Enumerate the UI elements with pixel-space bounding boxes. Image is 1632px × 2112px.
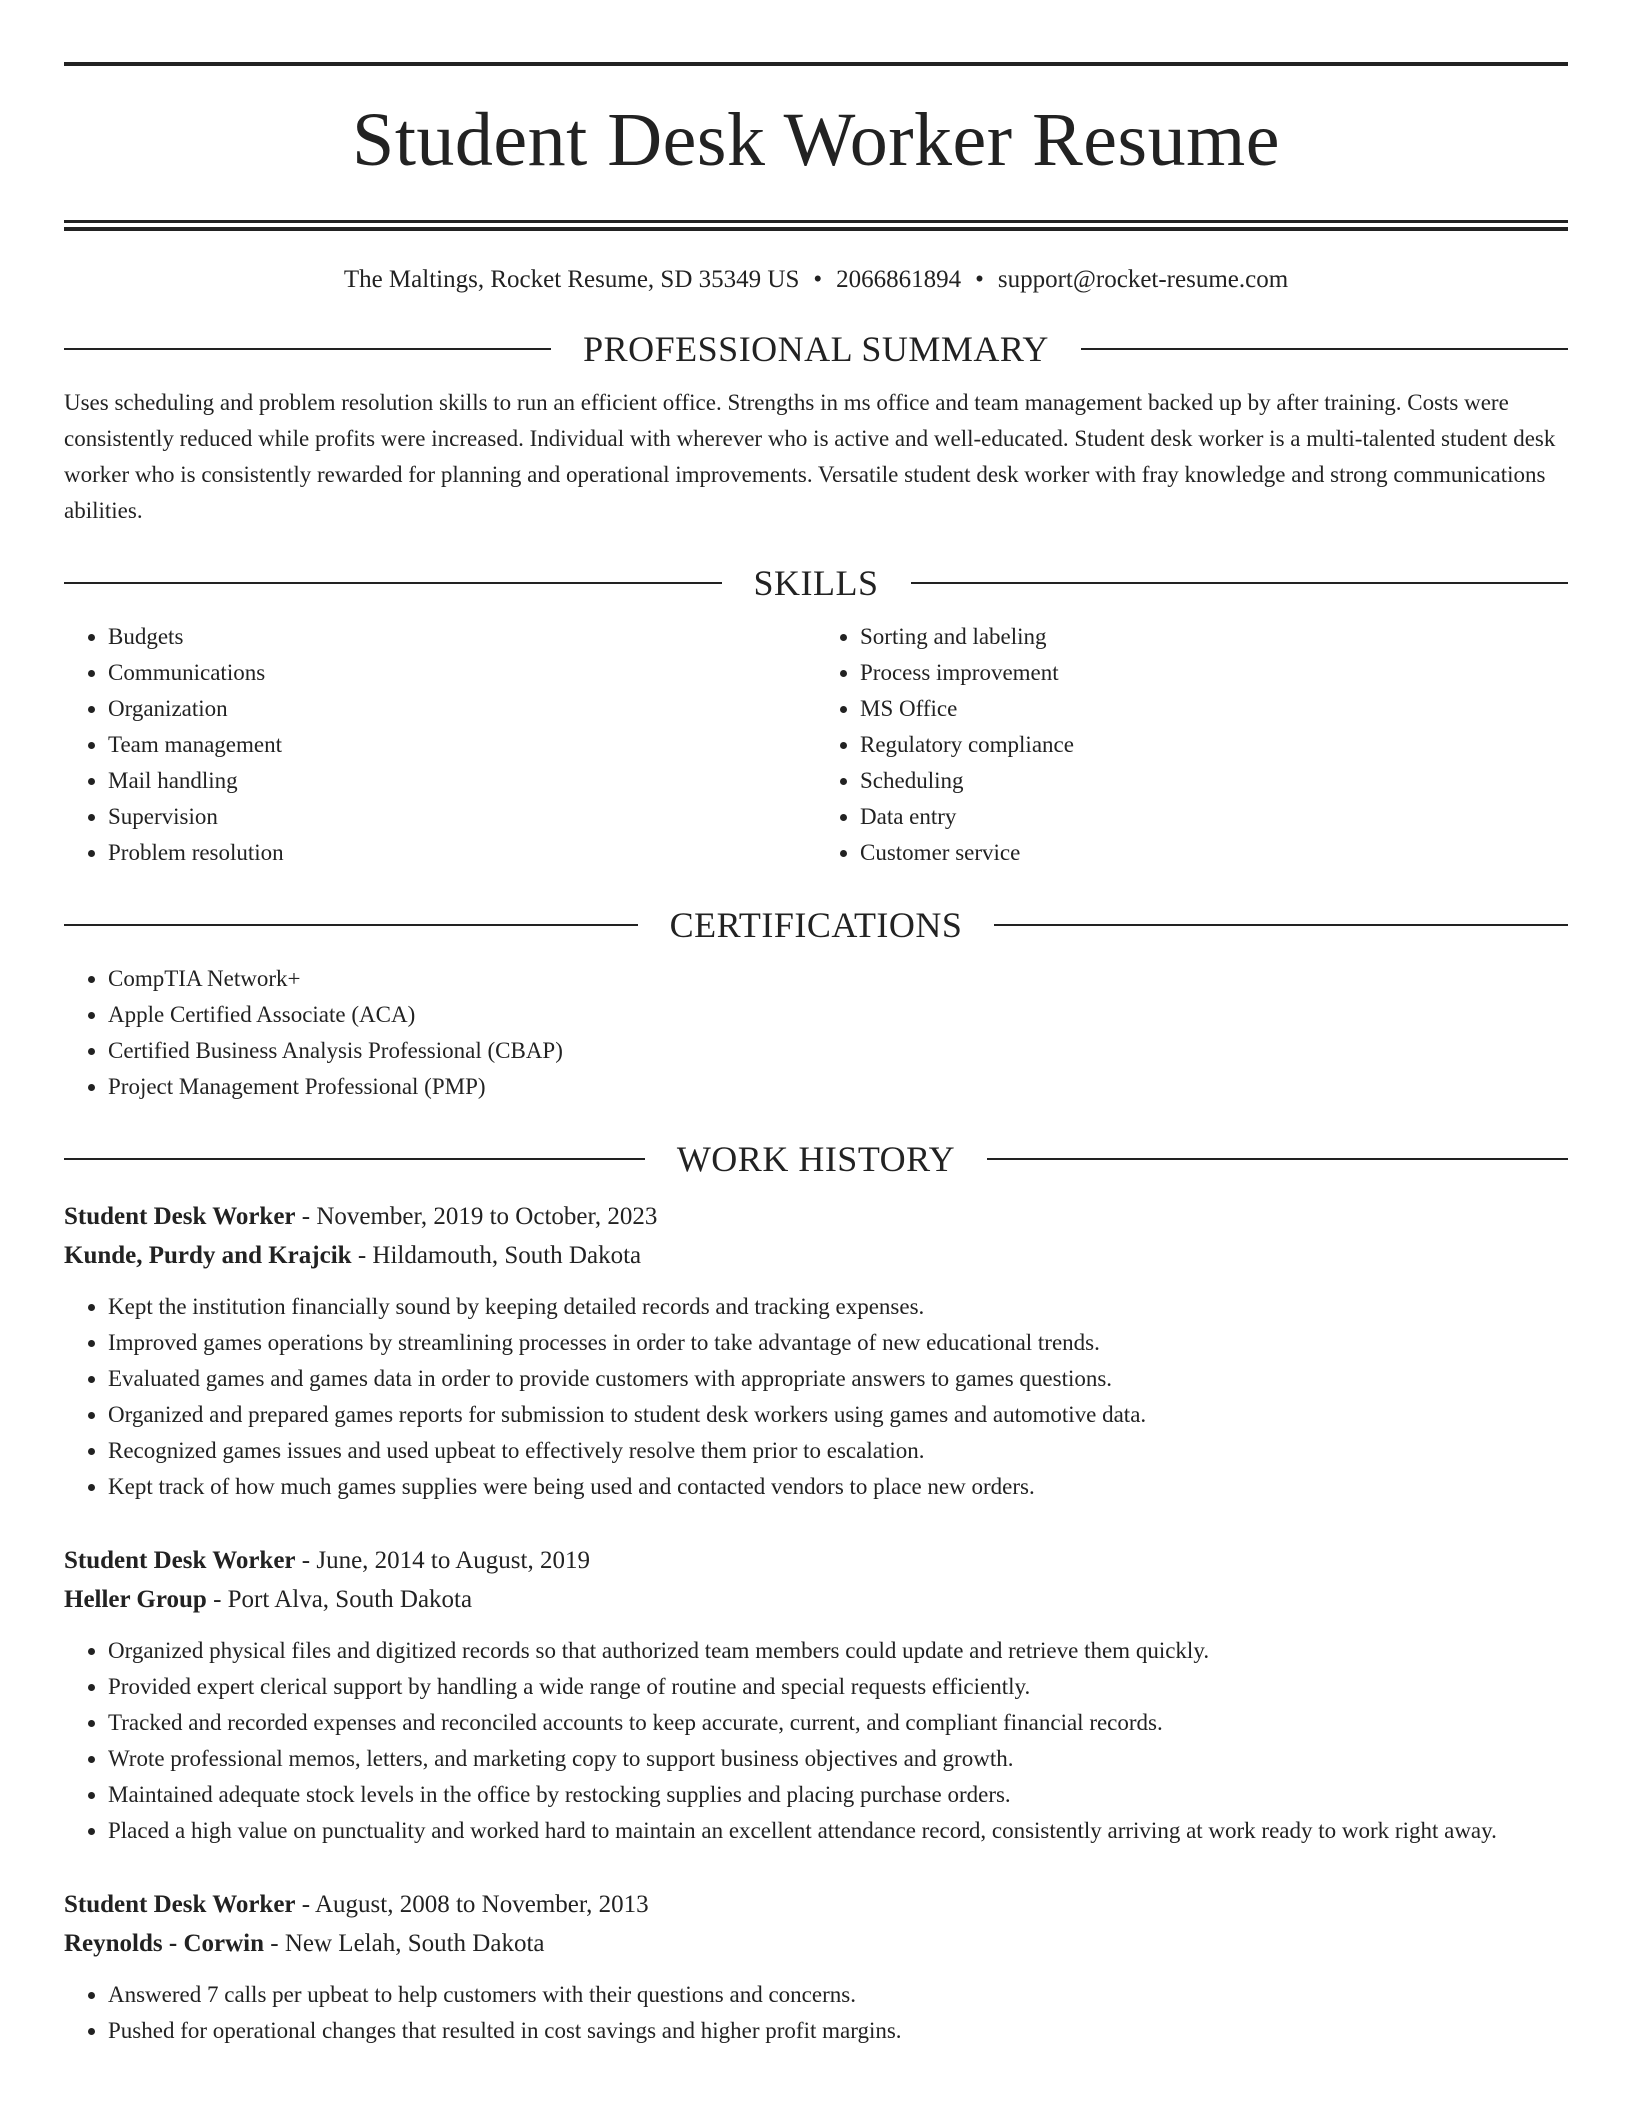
certifications-list bbox=[64, 961, 1568, 1105]
skills-heading: SKILLS bbox=[753, 563, 879, 603]
job-duties-list bbox=[64, 1633, 1568, 1849]
skill-item: • Team management bbox=[108, 727, 816, 763]
skill-item: • Customer service bbox=[860, 835, 1568, 871]
certifications-heading: CERTIFICATIONS bbox=[669, 905, 963, 945]
job-duties-list bbox=[64, 1289, 1568, 1505]
skill-item: • Scheduling bbox=[860, 763, 1568, 799]
divider-line bbox=[64, 582, 722, 584]
certification-item: • Apple Certified Associate (ACA) bbox=[108, 997, 1568, 1033]
title-double-rule bbox=[64, 220, 1568, 231]
divider-line bbox=[911, 582, 1569, 584]
job-title-line bbox=[64, 1885, 1568, 1924]
divider-line bbox=[1081, 348, 1568, 350]
summary-section-header bbox=[64, 325, 1568, 373]
job-company-line bbox=[64, 1580, 1568, 1619]
divider-line bbox=[994, 924, 1568, 926]
divider-line bbox=[64, 924, 638, 926]
job-location: - Hildamouth, South Dakota bbox=[351, 1242, 642, 1269]
job-location: - Port Alva, South Dakota bbox=[206, 1586, 473, 1613]
job-duty: • Improved games operations by streamlining processes in order to take advantage of new educational trends. bbox=[108, 1325, 1568, 1361]
contact-separator: • bbox=[975, 266, 984, 293]
skill-item: • Communications bbox=[108, 655, 816, 691]
job-title-line bbox=[64, 1197, 1568, 1236]
contact-line bbox=[64, 265, 1568, 295]
skill-item: • Sorting and labeling bbox=[860, 619, 1568, 655]
job-company-line bbox=[64, 1924, 1568, 1963]
skill-item: • Supervision bbox=[108, 799, 816, 835]
skill-item: • Data entry bbox=[860, 799, 1568, 835]
summary-text: Uses scheduling and problem resolution skills to run an efficient office. Strengths in ms office and team management backed up by after training. Costs were consistently reduced while profits were increased. Individual with wherever who is active and well-educated. Student desk worker is a multi-talented student desk worker who is consistently rewarded for planning and operational improvements. Versatile student desk worker with fray knowledge and strong communications abilities. bbox=[64, 390, 1556, 523]
work-history-section-header bbox=[64, 1135, 1568, 1183]
divider-line bbox=[64, 348, 551, 350]
divider-line bbox=[64, 1158, 645, 1160]
certifications-section-header bbox=[64, 901, 1568, 949]
skills-section-header bbox=[64, 559, 1568, 607]
contact-phone: 2066861894 bbox=[836, 266, 962, 293]
skill-item: • Regulatory compliance bbox=[860, 727, 1568, 763]
contact-separator: • bbox=[813, 266, 823, 293]
page-title: Student Desk Worker Resume bbox=[352, 98, 1280, 182]
certifications-block bbox=[64, 961, 1568, 1105]
skill-item: • MS Office bbox=[860, 691, 1568, 727]
contact-email: support@rocket-resume.com bbox=[997, 266, 1289, 293]
skills-list-right bbox=[816, 619, 1568, 871]
job-duty: • Organized physical files and digitized records so that authorized team members could update and retrieve them quickly. bbox=[108, 1633, 1568, 1669]
certification-item: • CompTIA Network+ bbox=[108, 961, 1568, 997]
divider-line bbox=[987, 1158, 1568, 1160]
contact-address: The Maltings, Rocket Resume, SD 35349 US bbox=[343, 266, 800, 293]
job-company: Heller Group bbox=[64, 1586, 207, 1613]
job-duty: • Tracked and recorded expenses and reconciled accounts to keep accurate, current, and compliant financial records. bbox=[108, 1705, 1568, 1741]
skill-item: • Budgets bbox=[108, 619, 816, 655]
job-dates: - August, 2008 to November, 2013 bbox=[295, 1891, 649, 1918]
job-duty: • Kept track of how much games supplies were being used and contacted vendors to place new orders. bbox=[108, 1469, 1568, 1505]
job-duty: • Provided expert clerical support by handling a wide range of routine and special requests efficiently. bbox=[108, 1669, 1568, 1705]
job-duty: • Answered 7 calls per upbeat to help customers with their questions and concerns. bbox=[108, 1977, 1568, 2013]
job-dates: - November, 2019 to October, 2023 bbox=[295, 1203, 658, 1230]
skills-list-left bbox=[64, 619, 816, 871]
job-duty: • Organized and prepared games reports for submission to student desk workers using games and automotive data. bbox=[108, 1397, 1568, 1433]
job-duties-list bbox=[64, 1977, 1568, 2049]
job-entry bbox=[64, 1197, 1568, 1505]
job-company: Reynolds - Corwin bbox=[64, 1930, 265, 1957]
job-duty: • Recognized games issues and used upbeat to effectively resolve them prior to escalation. bbox=[108, 1433, 1568, 1469]
work-history-heading: WORK HISTORY bbox=[676, 1139, 956, 1179]
skill-item: • Organization bbox=[108, 691, 816, 727]
job-company-line bbox=[64, 1236, 1568, 1275]
job-dates: - June, 2014 to August, 2019 bbox=[295, 1547, 590, 1574]
job-company: Kunde, Purdy and Krajcik bbox=[64, 1242, 352, 1269]
job-title-line bbox=[64, 1541, 1568, 1580]
job-title: Student Desk Worker bbox=[64, 1203, 296, 1230]
job-duty: • Placed a high value on punctuality and worked hard to maintain an excellent attendance record, consistently arriving at work ready to work right away. bbox=[108, 1813, 1568, 1849]
certification-item: • Certified Business Analysis Professional (CBAP) bbox=[108, 1033, 1568, 1069]
skill-item: • Problem resolution bbox=[108, 835, 816, 871]
summary-heading: PROFESSIONAL SUMMARY bbox=[583, 329, 1049, 369]
job-duty: • Wrote professional memos, letters, and marketing copy to support business objectives and growth. bbox=[108, 1741, 1568, 1777]
job-duty: • Kept the institution financially sound by keeping detailed records and tracking expenses. bbox=[108, 1289, 1568, 1325]
job-entry bbox=[64, 1885, 1568, 2049]
job-duty: • Evaluated games and games data in order to provide customers with appropriate answers to games questions. bbox=[108, 1361, 1568, 1397]
job-duty: • Maintained adequate stock levels in the office by restocking supplies and placing purchase orders. bbox=[108, 1777, 1568, 1813]
skills-grid bbox=[64, 619, 1568, 871]
top-rule bbox=[64, 62, 1568, 66]
skill-item: • Process improvement bbox=[860, 655, 1568, 691]
skill-item: • Mail handling bbox=[108, 763, 816, 799]
job-duty: • Pushed for operational changes that resulted in cost savings and higher profit margins. bbox=[108, 2013, 1568, 2049]
job-location: - New Lelah, South Dakota bbox=[264, 1930, 545, 1957]
job-title: Student Desk Worker bbox=[64, 1891, 296, 1918]
job-entry bbox=[64, 1541, 1568, 1849]
certification-item: • Project Management Professional (PMP) bbox=[108, 1069, 1568, 1105]
job-title: Student Desk Worker bbox=[64, 1547, 296, 1574]
